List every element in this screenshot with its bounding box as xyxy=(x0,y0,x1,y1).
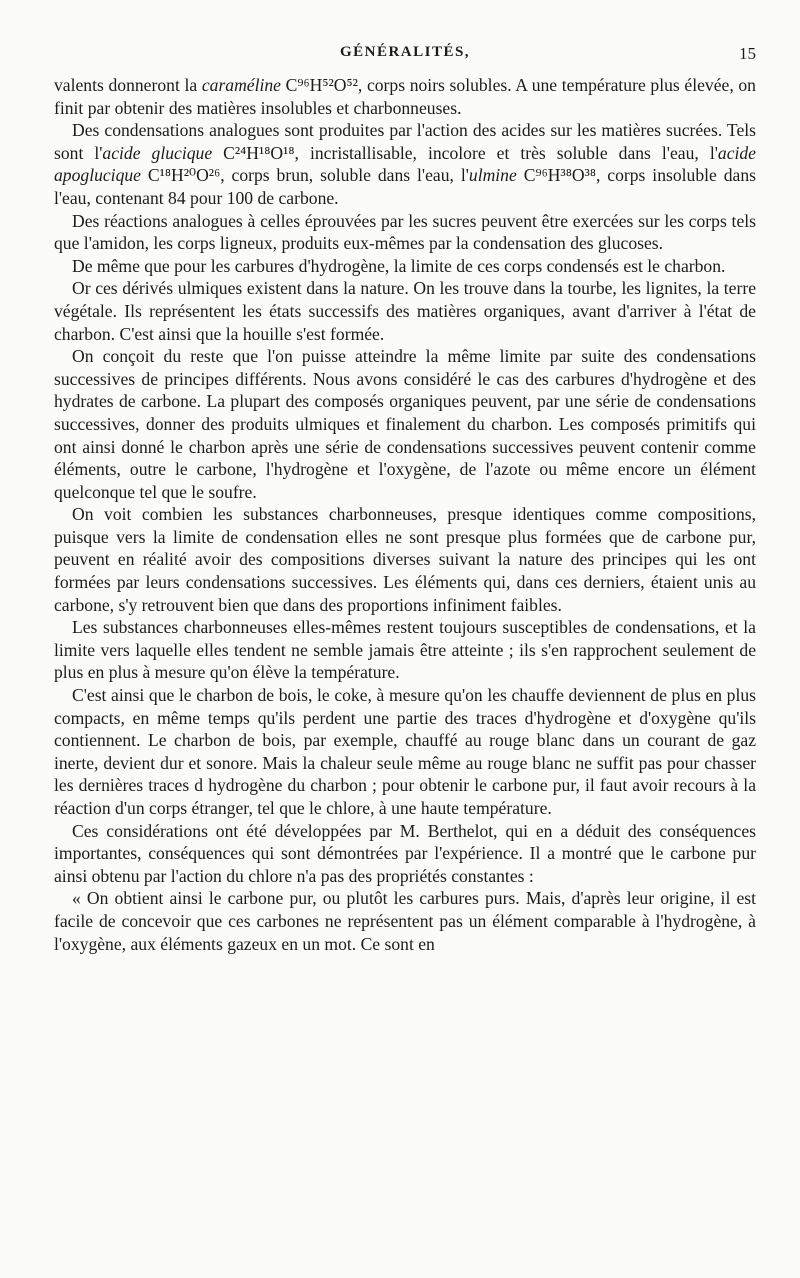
text-run: On conçoit du reste que l'on puisse atteindre la même limite par suite des condensations successives de principes différents. Nous avons considéré le cas des carbures d'hydrogène et des hydrates de carbone. La plupart des composés organiques peuvent, par une série de condensations successives, donner des produits ulmiques et finalement du charbon. Les composés primitifs qui ont ainsi donné le charbon après une série de condensations successives peuvent contenir comme éléments, outre le carbone, l'hydrogène et l'oxygène, de l'azote ou même encore un élément quelconque tel que le soufre. xyxy=(54,346,756,502)
text-run: C²⁴H¹⁸O¹⁸, incristallisable, incolore et très soluble dans l'eau, l' xyxy=(212,142,718,163)
italic-term: acide glucique xyxy=(102,142,213,163)
text-run: Des réactions analogues à celles éprouvées par les sucres peuvent être exercées sur les corps tels que l'amidon, les corps ligneux, produits eux-mêmes par la condensation des glucoses. xyxy=(54,210,756,254)
page-header xyxy=(54,44,756,68)
italic-term: ulmine xyxy=(468,165,517,186)
running-title: GÉNÉRALITÉS, xyxy=(339,44,471,60)
text-run: valents donneront la xyxy=(54,75,202,95)
text-run: C'est ainsi que le charbon de bois, le coke, à mesure qu'on les chauffe deviennent de plus en plus compacts, en même temps qu'ils perdent une partie des traces d'hydrogène et d'oxygène qu'ils contiennent. Le charbon de bois, par exemple, chauffé au rouge blanc dans un courant de gaz inerte, devient dur et sonore. Mais la chaleur seule même au rouge blanc ne suffit pas pour chasser les dernières traces d hydrogène du charbon ; pour obtenir le carbone pur, il faut avoir recours à la réaction d'un corps étranger, tel que le chlore, à une haute température. xyxy=(54,685,756,818)
text-run: De même que pour les carbures d'hydrogène, la limite de ces corps condensés est le charbon. xyxy=(72,255,726,276)
text-run: C⁹⁶H³⁸O³⁸, corps insoluble dans l'eau, contenant 84 pour 100 de carbone. xyxy=(54,165,756,208)
paragraph xyxy=(54,345,756,503)
text-run: C¹⁸H²⁰O²⁶, corps brun, soluble dans l'eau, l' xyxy=(140,165,469,186)
text-run: Des condensations analogues sont produites par l'action des acides sur les matières sucrées. Tels sont l' xyxy=(54,120,756,163)
page-number: 15 xyxy=(739,44,756,63)
paragraph xyxy=(54,820,756,888)
paragraph xyxy=(54,277,756,345)
paragraph xyxy=(54,74,756,119)
paragraph xyxy=(54,255,756,278)
paragraph xyxy=(54,684,756,820)
text-run: Or ces dérivés ulmiques existent dans la nature. On les trouve dans la tourbe, les lignites, la terre végétale. Ils représentent les états successifs des matières organiques, avant d'arriver à l'état de charbon. C'est ainsi que la houille s'est formée. xyxy=(54,278,756,344)
paragraph xyxy=(54,210,756,255)
italic-term: caraméline xyxy=(201,75,281,95)
body-text xyxy=(54,74,756,955)
paragraph xyxy=(54,887,756,955)
text-run: On voit combien les substances charbonneuses, presque identiques comme compositions, puisque vers la limite de condensation elles ne sont presque plus formées que de carbone pur, peuvent en réalité avoir des compositions diverses suivant la nature des principes qui les ont formées par leurs condensations successives. Les éléments qui, dans ces derniers, étaient unis au carbone, s'y retrouvent bien que dans des proportions infiniment faibles. xyxy=(54,504,756,615)
italic-term: acide apoglucique xyxy=(54,142,756,186)
text-run: Ces considérations ont été développées par M. Berthelot, qui en a déduit des conséquences importantes, conséquences qui sont démontrées par l'expérience. Il a montré que le carbone pur ainsi obtenu par l'action du chlore n'a pas des propriétés constantes : xyxy=(54,820,756,886)
text-run: « On obtient ainsi le carbone pur, ou plutôt les carbures purs. Mais, d'après leur origine, il est facile de concevoir que ces carbones ne représentent pas un élément comparable à l'hydrogène, à l'oxygène, aux éléments gazeux en un mot. Ce sont en xyxy=(54,888,756,954)
paragraph xyxy=(54,616,756,684)
text-run: C⁹⁶H⁵²O⁵², corps noirs solubles. A une température plus élevée, on finit par obtenir des matières insolubles et charbonneuses. xyxy=(54,75,756,118)
paragraph xyxy=(54,503,756,616)
text-run: Les substances charbonneuses elles-mêmes restent toujours susceptibles de condensations, et la limite vers laquelle elles tendent ne semble jamais être atteinte ; ils s'en rapprochent seulement de plus en plus à mesure qu'on élève la température. xyxy=(54,617,756,683)
paragraph xyxy=(54,119,756,209)
